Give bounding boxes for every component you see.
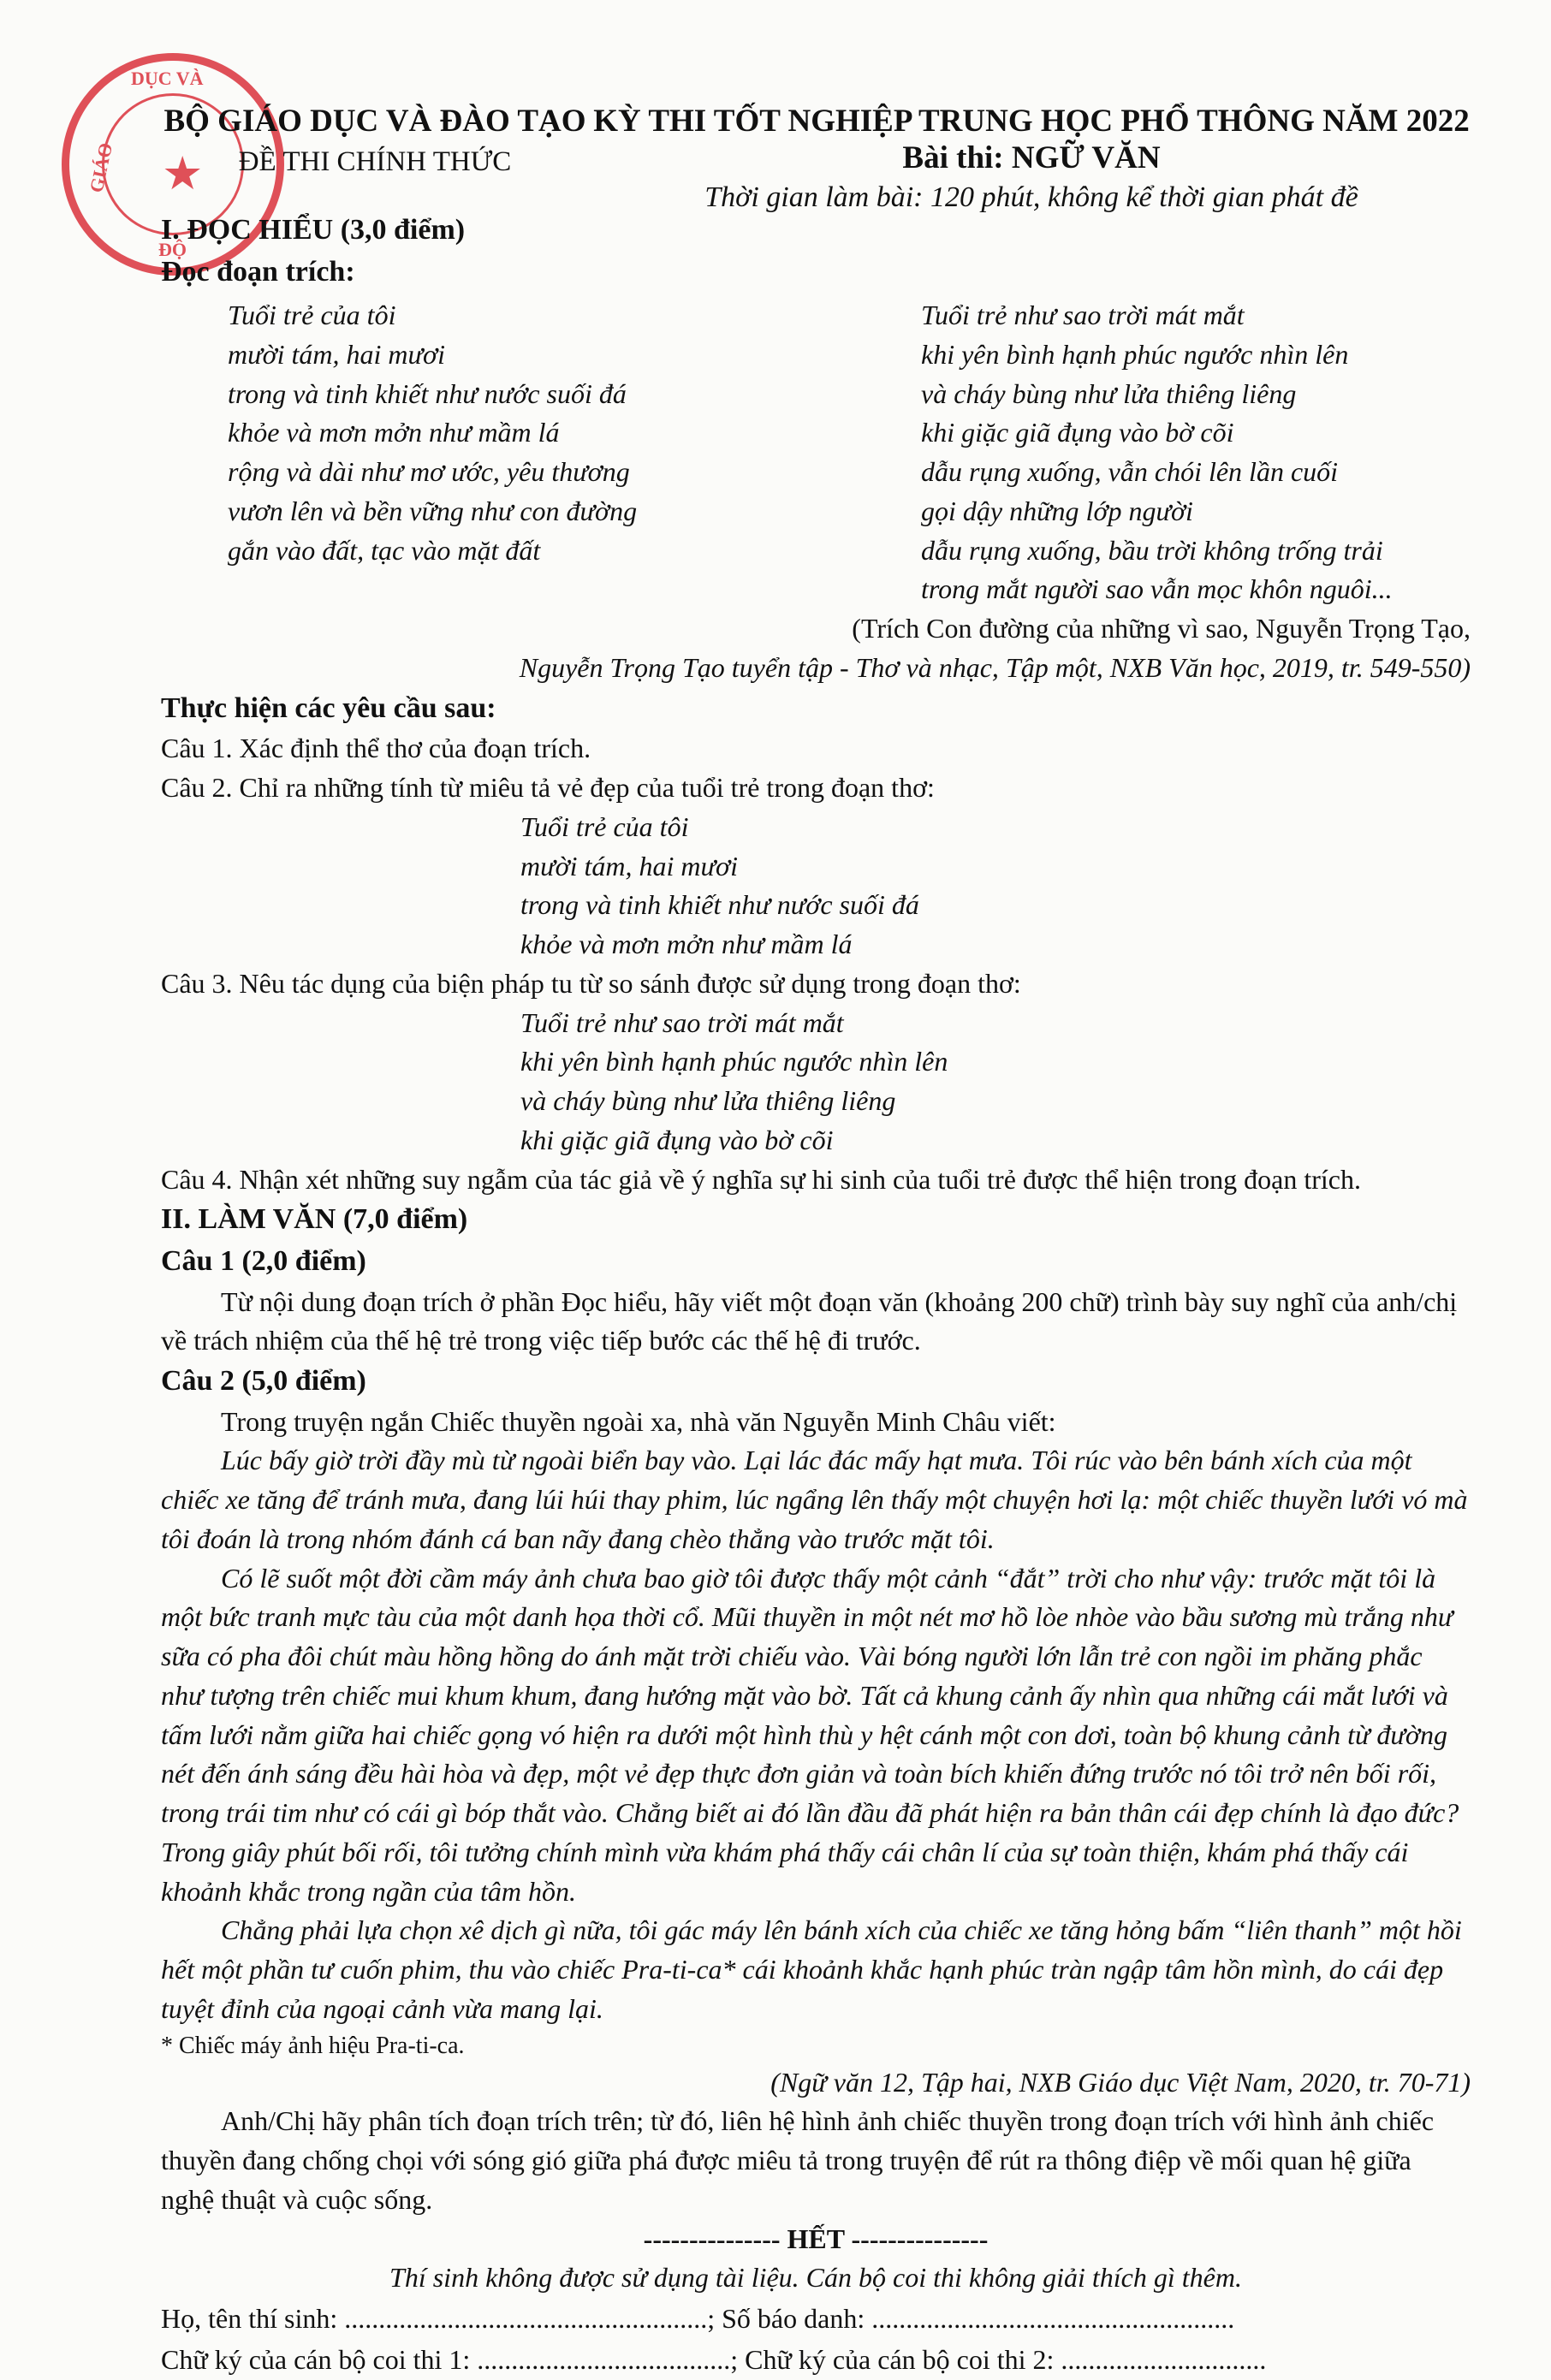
question-4: Câu 4. Nhận xét những suy ngẫm của tác giả về ý nghĩa sự hi sinh của tuổi trẻ được thể hiện trong đoạn trích. [161, 1163, 1361, 1195]
exam-time: Thời gian làm bài: 120 phút, không kể thời gian phát đề [704, 181, 1358, 213]
exam-subject: Bài thi: NGỮ VĂN [902, 140, 1161, 175]
ministry-name: BỘ GIÁO DỤC VÀ ĐÀO TẠO [163, 104, 586, 139]
poem-line: gắn vào đất, tạc vào mặt đất [228, 534, 541, 566]
poem-line: vươn lên và bền vững như con đường [228, 495, 638, 526]
candidate-info-line: Họ, tên thí sinh: .....................................................; Số báo danh: ..................................................... [161, 2303, 1235, 2335]
poem [161, 296, 1471, 609]
quote-line: trong và tinh khiết như nước suối đá [520, 889, 919, 921]
header-right [591, 103, 1472, 214]
poem-line: mười tám, hai mươi [228, 338, 445, 370]
quote-line: Tuổi trẻ như sao trời mát mắt [520, 1006, 844, 1038]
writing-question-2-intro: Trong truyện ngắn Chiếc thuyền ngoài xa, nhà văn Nguyễn Minh Châu viết: [221, 1405, 1056, 1437]
writing-title: II. LÀM VĂN (7,0 điểm) [161, 1203, 468, 1236]
document-header [0, 0, 1551, 223]
excerpt-paragraph-2: Có lẽ suốt một đời cầm máy ảnh chưa bao giờ tôi được thấy một cảnh “đắt” trời cho như vậy: trước mặt tôi là một bức tranh mực tàu của một danh họa thời cổ. Mũi thuyền in một nét mơ hồ lòe nhòe vào bầu sương mù trắng như sữa có pha đôi chút màu hồng hồng do ánh mặt trời chiếu vào. Vài bóng người lớn lẫn trẻ con ngồi im phăng phắc như tượng trên chiếc mui khum khum, đang hướng mặt vào bờ. Tất cả khung cảnh ấy nhìn qua những cái mắt lưới và tấm lưới nằm giữa hai chiếc gọng vó hiện ra dưới một hình thù y hệt cánh một con dơi, toàn bộ khung cảnh từ đường nét đến ánh sáng đều hài hòa và đẹp, một vẻ đẹp thực đơn giản và toàn bích khiến đứng trước nó tôi trở nên bối rối, trong trái tim như có cái gì bóp thắt vào. Chẳng biết ai đó lần đầu đã phát hiện ra bản thân cái đẹp chính là đạo đức? Trong giây phút bối rối, tôi tưởng chính mình vừa khám phá thấy cái chân lí của sự toàn thiện, khám phá thấy cái khoảnh khắc trong ngần của tâm hồn. [161, 1562, 1459, 1907]
question-2: Câu 2. Chỉ ra những tính từ miêu tả vẻ đẹp của tuổi trẻ trong đoạn thơ: [161, 772, 935, 804]
writing-question-2-task: Anh/Chị hãy phân tích đoạn trích trên; từ đó, liên hệ hình ảnh chiếc thuyền trong đoạn trích với hình ảnh chiếc thuyền đang chống chọi với sóng gió giữa phá được miêu tả trong truyện để rút ra thông điệp về mối quan hệ giữa nghệ thuật và cuộc sống. [161, 2105, 1435, 2215]
poem-line: khỏe và mơn mởn như mầm lá [228, 417, 560, 448]
quote-line: khi yên bình hạnh phúc ngước nhìn lên [520, 1046, 948, 1077]
poem-line: rộng và dài như mơ ước, yêu thương [228, 456, 630, 488]
question-2-quote [161, 808, 1471, 964]
question-1: Câu 1. Xác định thể thơ của đoạn trích. [161, 733, 591, 764]
poem-left-column [228, 296, 741, 609]
poem-line: Tuổi trẻ của tôi [228, 300, 396, 331]
quote-line: và cháy bùng như lửa thiêng liêng [520, 1085, 896, 1117]
excerpt-source: (Ngữ văn 12, Tập hai, NXB Giáo dục Việt Nam, 2020, tr. 70-71) [770, 2066, 1471, 2098]
seal-text-top: DỤC VÀ [131, 68, 204, 89]
poem-line: dẫu rụng xuống, bầu trời không trống trải [921, 534, 1383, 566]
poem-line: trong mắt người sao vẫn mọc khôn nguôi... [921, 573, 1393, 605]
quote-line: khi giặc giã đụng vào bờ cõi [520, 1124, 834, 1155]
poem-source-2: Nguyễn Trọng Tạo tuyển tập - Thơ và nhạc, Tập một, NXB Văn học, 2019, tr. 549-550) [519, 651, 1471, 683]
poem-source-1: (Trích Con đường của những vì sao, Nguyễn Trọng Tạo, [852, 613, 1471, 644]
writing-question-2-title: Câu 2 (5,0 điểm) [161, 1365, 366, 1398]
excerpt-paragraph-1: Lúc bấy giờ trời đầy mù từ ngoài biển bay vào. Lại lác đác mấy hạt mưa. Tôi rúc vào bên bánh xích của một chiếc xe tăng để tránh mưa, đang lúi húi thay phim, lúc ngẩng lên thấy một chuyện hơi lạ: một chiếc thuyền lưới vó mà tôi đoán là trong nhóm đánh cá ban nãy đang chèo thẳng vào trước mặt tôi. [161, 1445, 1468, 1554]
writing-question-1-text: Từ nội dung đoạn trích ở phần Đọc hiểu, hãy viết một đoạn văn (khoảng 200 chữ) trình bày suy nghĩ của anh/chị về trách nhiệm của thế hệ trẻ trong việc tiếp bước các thế hệ đi trước. [161, 1285, 1458, 1356]
seal-star-icon: ★ [162, 148, 204, 199]
question-3: Câu 3. Nêu tác dụng của biện pháp tu từ so sánh được sử dụng trong đoạn thơ: [161, 967, 1021, 999]
poem-line: và cháy bùng như lửa thiêng liêng [921, 377, 1297, 409]
poem-line: khi giặc giã đụng vào bờ cõi [921, 417, 1234, 448]
quote-line: Tuổi trẻ của tôi [520, 810, 689, 842]
end-marker: --------------- HẾT --------------- [643, 2223, 989, 2254]
poem-line: gọi dậy những lớp người [921, 495, 1193, 526]
excerpt-paragraph-3: Chẳng phải lựa chọn xê dịch gì nữa, tôi gác máy lên bánh xích của chiếc xe tăng hỏng bấm “liên thanh” một hồi hết một phần tư cuốn phim, thu vào chiếc Pra-ti-ca* cái khoảnh khắc hạnh phúc tràn ngập tâm hồn mình, do cái đẹp tuyệt đỉnh của ngoại cảnh vừa mang lại. [161, 1914, 1462, 2024]
seal-text-bottom: ĐỘ [158, 239, 187, 260]
exam-content [161, 210, 1471, 2380]
seal-text-left: GIÁO [85, 140, 117, 195]
exam-note: Thí sinh không được sử dụng tài liệu. Cán bộ coi thi không giải thích gì thêm. [389, 2262, 1242, 2294]
footnote: * Chiếc máy ảnh hiệu Pra-ti-ca. [161, 2032, 465, 2059]
poem-right-column [921, 296, 1435, 609]
header-left [152, 103, 597, 178]
quote-line: khỏe và mơn mởn như mầm lá [520, 929, 853, 960]
poem-line: dẫu rụng xuống, vẫn chói lên lần cuối [921, 456, 1339, 488]
exam-title: KỲ THI TỐT NGHIỆP TRUNG HỌC PHỔ THÔNG NĂM 2022 [593, 104, 1470, 139]
proctor-signature-line: Chữ ký của cán bộ coi thi 1: .....................................; Chữ ký của cán bộ coi thi 2: .............................. [161, 2343, 1267, 2375]
poem-line: trong và tinh khiết như nước suối đá [228, 377, 627, 409]
reading-title: I. ĐỌC HIỂU (3,0 điểm) [161, 214, 466, 246]
poem-line: khi yên bình hạnh phúc ngước nhìn lên [921, 338, 1349, 370]
quote-line: mười tám, hai mươi [520, 850, 738, 881]
task-heading: Thực hiện các yêu cầu sau: [161, 691, 496, 724]
writing-question-1-title: Câu 1 (2,0 điểm) [161, 1244, 366, 1277]
official-exam-label: ĐỀ THI CHÍNH THỨC [238, 146, 512, 177]
poem-line: Tuổi trẻ như sao trời mát mắt [921, 300, 1245, 331]
question-3-quote [161, 1004, 1471, 1160]
reading-intro: Đọc đoạn trích: [161, 255, 355, 288]
